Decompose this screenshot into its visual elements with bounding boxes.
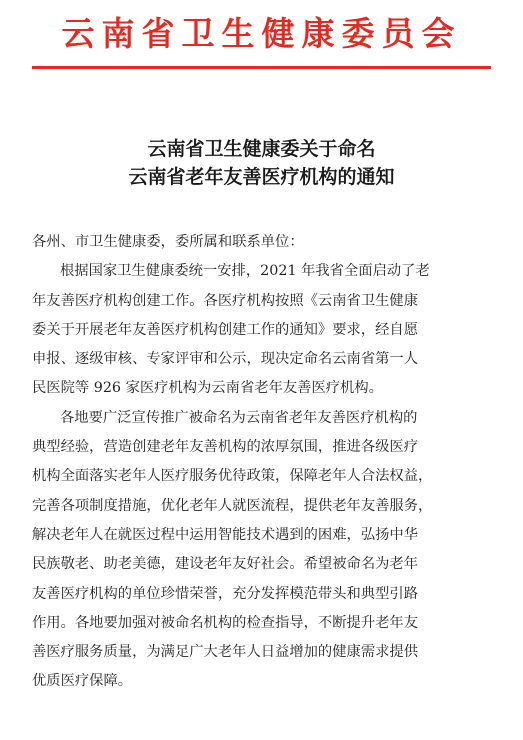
paragraph-2-line: 作用。各地要加强对被命名机构的检查指导，不断提升老年友: [32, 614, 419, 631]
paragraph-2-line: 友善医疗机构的单位珍惜荣誉，充分发挥模范带头和典型引路: [32, 585, 419, 602]
paragraph-2-line: 优质医疗保障。: [32, 673, 133, 690]
paragraph-2-line: 典型经验，营造创建老年友善机构的浓厚氛围，推进各级医疗: [32, 439, 419, 456]
document-title-line-2: 云南省老年友善医疗机构的通知: [128, 166, 395, 188]
paragraph-2-line: 善医疗服务质量，为满足广大老年人日益增加的健康需求提供: [32, 644, 419, 661]
paragraph-2-line: 完善各项制度措施，优化老年人就医流程，提供老年友善服务，: [32, 497, 433, 514]
paragraph-2-line: 解决老年人在就医过程中运用智能技术遇到的困难，弘扬中华: [32, 526, 419, 543]
paragraph-1-line: 民医院等 926 家医疗机构为云南省老年友善医疗机构。: [32, 380, 383, 397]
paragraph-1-line: 根据国家卫生健康委统一安排，2021 年我省全面启动了老: [60, 263, 430, 280]
paragraph-1-line: 委关于开展老年友善医疗机构创建工作的通知》要求，经自愿: [32, 321, 419, 338]
document-body: [32, 228, 492, 697]
paragraph-1-line: 年友善医疗机构创建工作。各医疗机构按照《云南省卫生健康: [32, 292, 419, 309]
paragraph-1-line: 申报、逐级审核、专家评审和公示，现决定命名云南省第一人: [32, 351, 419, 368]
letterhead-title: 云南省卫生健康委员会: [61, 14, 462, 53]
document-title-line-1: 云南省卫生健康委关于命名: [147, 138, 376, 160]
salutation: 各州、市卫生健康委，委所属和联系单位：: [32, 234, 304, 250]
letterhead-divider: [32, 66, 491, 69]
paragraph-2-line: 机构全面落实老年人医疗服务优待政策，保障老年人合法权益，: [32, 468, 433, 485]
paragraph-2-line: 各地要广泛宣传推广被命名为云南省老年友善医疗机构的: [60, 409, 418, 426]
paragraph-2-line: 民族敬老、助老美德，建设老年友好社会。希望被命名为老年: [32, 556, 419, 573]
